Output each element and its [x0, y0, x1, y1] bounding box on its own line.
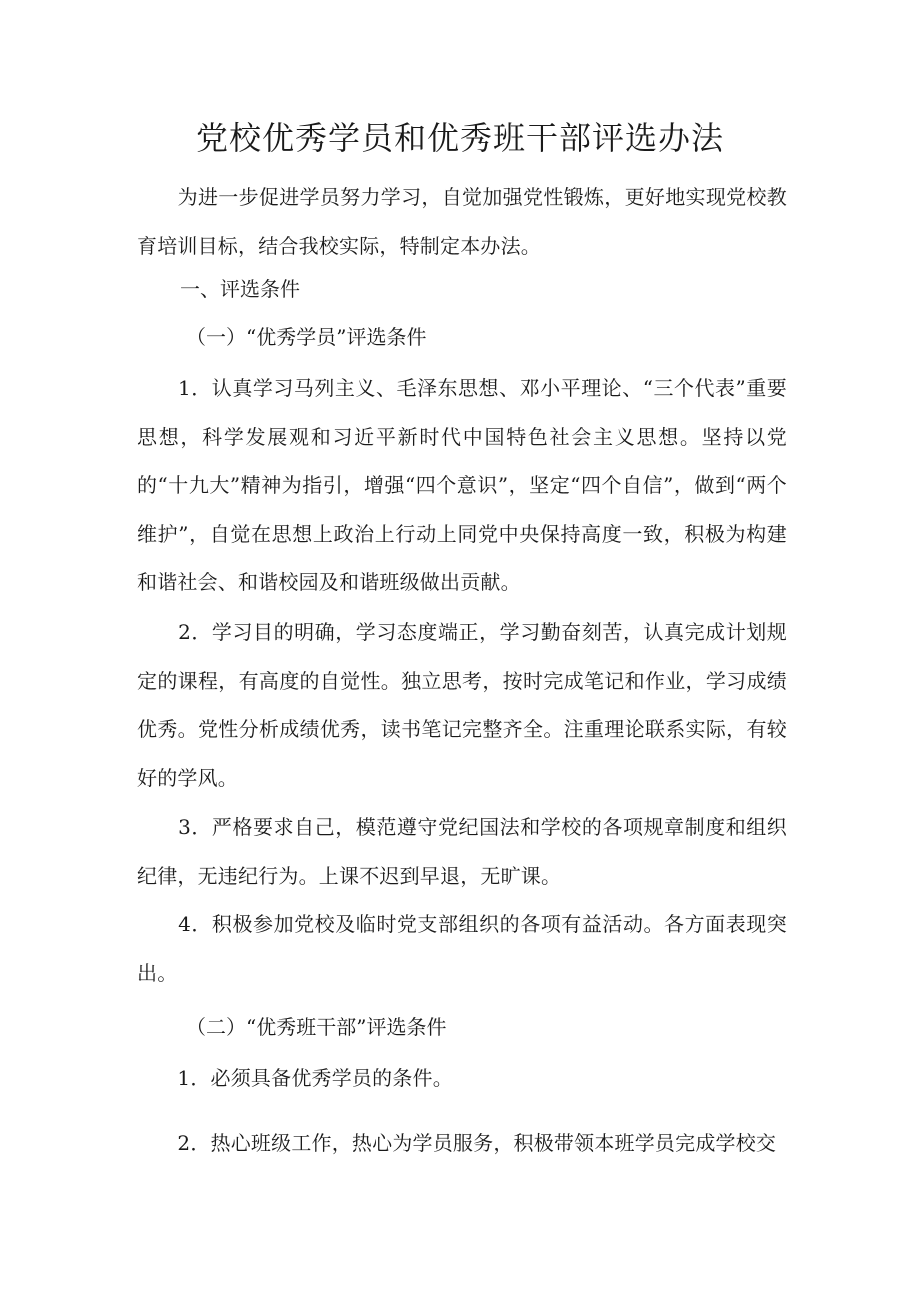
student-criterion-1: 1．认真学习马列主义、毛泽东思想、邓小平理论、“三个代表”重要思想，科学发展观和习近平新时代中国特色社会主义思想。坚持以党的“十九大”精神为指引，增强“四个意识”，坚定“四个自信”，做到“两个维护”，自觉在思想上政治上行动上同党中央保持高度一致，积极为构建和谐社会、和谐校园及和谐班级做出贡献。 [137, 376, 787, 595]
student-criterion-4: 4．积极参加党校及临时党支部组织的各项有益活动。各方面表现突出。 [137, 912, 787, 985]
cadre-criterion-2: 2．热心班级工作，热心为学员服务，积极带领本班学员完成学校交 [137, 1131, 777, 1155]
intro-paragraph: 为进一步促进学员努力学习，自觉加强党性锻炼，更好地实现党校教育培训目标，结合我校实际，特制定本办法。 [137, 185, 787, 258]
cadre-criterion-1: 1．必须具备优秀学员的条件。 [137, 1066, 453, 1090]
subsection-heading-outstanding-cadre: （二）“优秀班干部”评选条件 [186, 1015, 447, 1039]
subsection-heading-outstanding-student: （一）“优秀学员”评选条件 [186, 325, 427, 349]
section-heading-criteria: 一、评选条件 [180, 277, 300, 301]
student-criterion-3: 3．严格要求自己，模范遵守党纪国法和学校的各项规章制度和组织纪律，无违纪行为。上课不迟到早退，无旷课。 [137, 815, 787, 888]
document-title: 党校优秀学员和优秀班干部评选办法 [195, 119, 724, 157]
student-criterion-2: 2．学习目的明确，学习态度端正，学习勤奋刻苦，认真完成计划规定的课程，有高度的自觉性。独立思考，按时完成笔记和作业，学习成绩优秀。党性分析成绩优秀，读书笔记完整齐全。注重理论联系实际，有较好的学风。 [137, 620, 787, 790]
